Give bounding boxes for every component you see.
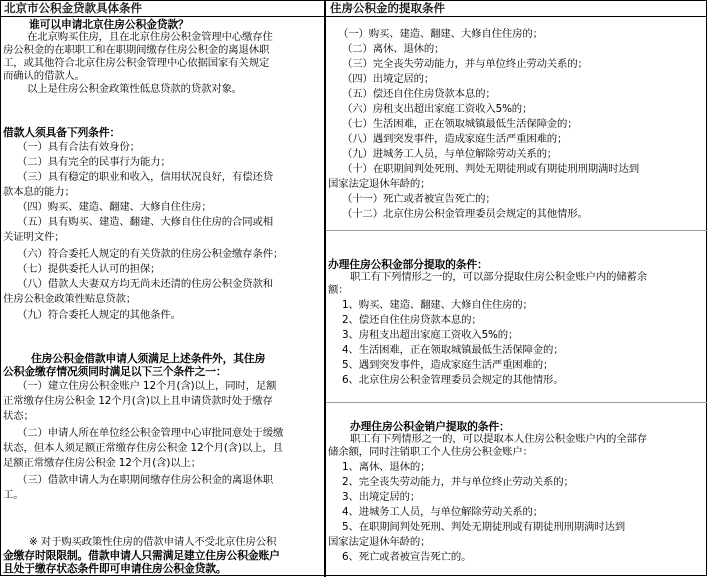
section-heading: 办理住房公积金销户提取的条件： [350,420,510,433]
list-item: 住房公积金政策性贴息贷款； [3,293,137,305]
list-item: 1、离休、退休的； [342,461,431,473]
list-item: 2、偿还自住住房贷款本息的； [342,314,482,326]
list-item: 5、遇到突发事件，造成家庭生活严重困难的； [342,359,554,371]
right-column-header: 住房公积金的提取条件 [330,1,445,15]
note-line: 金缴存时限限制。借款申请人只需满足建立住房公积金账户 [3,549,280,562]
list-item: 5、在职期间判处死刑、判处无期徒刑或有期徒刑刑期满时达到 [342,521,625,533]
text-line: 工，或其他符合北京住房公积金管理中心依据国家有关规定 [3,57,270,69]
list-item: （十）在职期间判处死刑、判处无期徒刑或有期徒刑刑期满时达到 [342,163,639,175]
section-heading: 办理住房公积金部分提取的条件： [328,258,488,271]
list-item: （七）生活困难，正在领取城镇最低生活保障金的； [342,118,578,130]
list-item: （五）具有购买、建造、翻建、大修自住住房的合同或相 [17,216,274,228]
borrower-conditions-section [3,126,322,341]
section-heading: 住房公积金借款申请人须满足上述条件外，其住房 [31,352,266,365]
list-item: 正常缴存住房公积金 12个月(含)以上且申请贷款时处于缴存 [3,395,273,407]
section-heading: 公积金缴存情况须同时满足以下三个条件之一： [3,365,227,378]
list-item: （十二）北京住房公积金管理委员会规定的其他情形。 [342,208,588,220]
list-item: 足额正常缴存住房公积金 12个月(含)以上； [3,457,201,469]
list-item: （二）申请人所在单位经公积金管理中心审批同意处于缓缴 [17,427,284,439]
list-item: 4、进城务工人员，与单位解除劳动关系的； [342,506,544,518]
list-item: （一）建立住房公积金账户 12个月(含)以上，同时，足额 [17,380,277,392]
text-line: 职工有下列情形之一的，可以提取本人住房公积金账户内的全部存 [350,433,647,445]
text-line: 房公积金的在职职工和在职期间缴存住房公积金的离退休职 [3,44,270,56]
deposit-conditions-section [3,352,322,512]
list-item: （八）借款人夫妻双方均无尚未还清的住房公积金贷款和 [17,278,274,290]
text-line: 储余额，同时注销职工个人住房公积金账户： [328,446,533,458]
list-item: 国家法定退休年龄的； [328,536,431,548]
text-line: 以上是住房公积金政策性低息贷款的贷款对象。 [27,83,243,95]
list-item: （七）提供委托人认可的担保； [17,263,161,275]
list-item: （二）具有完全的民事行为能力； [17,156,171,168]
note-line: 且处于缴存状态条件即可申请住房公积金贷款。 [3,562,227,575]
withdrawal-conditions-column [328,18,704,575]
text-line: 额： [328,284,349,296]
list-item: （十一）死亡或者被宣告死亡的； [342,193,496,205]
policy-housing-note [3,536,322,575]
list-item: 1、购买、建造、翻建、大修自住住房的； [342,299,533,311]
header-divider [1,16,707,17]
list-item: （四）出境定居的； [342,73,435,85]
list-item: 4、生活困难，正在领取城镇最低生活保障金的； [342,344,564,356]
list-item: （六）房租支出超出家庭工资收入5%的； [342,103,533,115]
text-line: 在北京购买住房，且在北京住房公积金管理中心缴存住 [27,31,273,43]
text-line: 职工有下列情形之一的，可以部分提取住房公积金账户内的储蓄余 [350,271,647,283]
section-heading: 借款人须具备下列条件： [3,126,121,139]
list-item: 3、房租支出超出家庭工资收入5%的； [342,329,519,341]
list-item: （八）遇到突发事件，造成家庭生活严重困难的； [342,133,568,145]
list-item: （三）具有稳定的职业和收入，信用状况良好，有偿还贷 [17,171,274,183]
list-item: （五）偿还自住住房贷款本息的； [342,88,496,100]
loan-conditions-column [3,18,322,575]
list-item: （二）离休、退休的； [342,43,445,55]
list-item: 6、死亡或者被宣告死亡的。 [342,551,472,563]
partial-withdrawal-section [328,258,704,398]
text-line: 而确认的借款人。 [3,70,85,82]
section-heading: 谁可以申请北京住房公积金贷款？ [29,18,189,31]
list-item: （六）符合委托人规定的有关贷款的住房公积金缴存条件； [17,248,284,260]
list-item: 3、出境定居的； [342,491,421,503]
closing-withdrawal-section [328,420,704,575]
list-item: （四）购买、建造、翻建、大修自住住房； [17,201,212,213]
list-item: （一）购买、建造、翻建、大修自住住房的； [338,28,543,40]
list-item: 6、北京住房公积金管理委员会规定的其他情形。 [342,374,564,386]
loan-eligibility-section [3,18,322,108]
column-divider [324,1,326,577]
list-item: （三）完全丧失劳动能力，并与单位终止劳动关系的； [342,58,588,70]
list-item: （一）具有合法有效身份； [17,141,140,153]
list-item: 国家法定退休年龄的； [328,178,431,190]
list-item: 工。 [3,489,24,501]
list-item: 关证明文件； [3,231,65,243]
withdrawal-general-section [328,28,704,228]
list-item: （三）借款申请人为在职期间缴存住房公积金的离退休职 [17,474,274,486]
list-item: 2、完全丧失劳动能力，并与单位终止劳动关系的； [342,476,574,488]
list-item: （九）进城务工人员，与单位解除劳动关系的； [342,148,558,160]
list-item: （九）符合委托人规定的其他条件。 [17,309,181,321]
list-item: 款本息的能力； [3,186,75,198]
note-line: ※ 对于购买政策性住房的借款申请人不受北京住房公积 [29,536,277,548]
list-item: 状态； [3,410,34,422]
left-column-header: 北京市公积金贷款具体条件 [4,1,142,15]
list-item: 状态，但本人须足额正常缴存住房公积金 12个月(含)以上，且 [3,442,283,454]
